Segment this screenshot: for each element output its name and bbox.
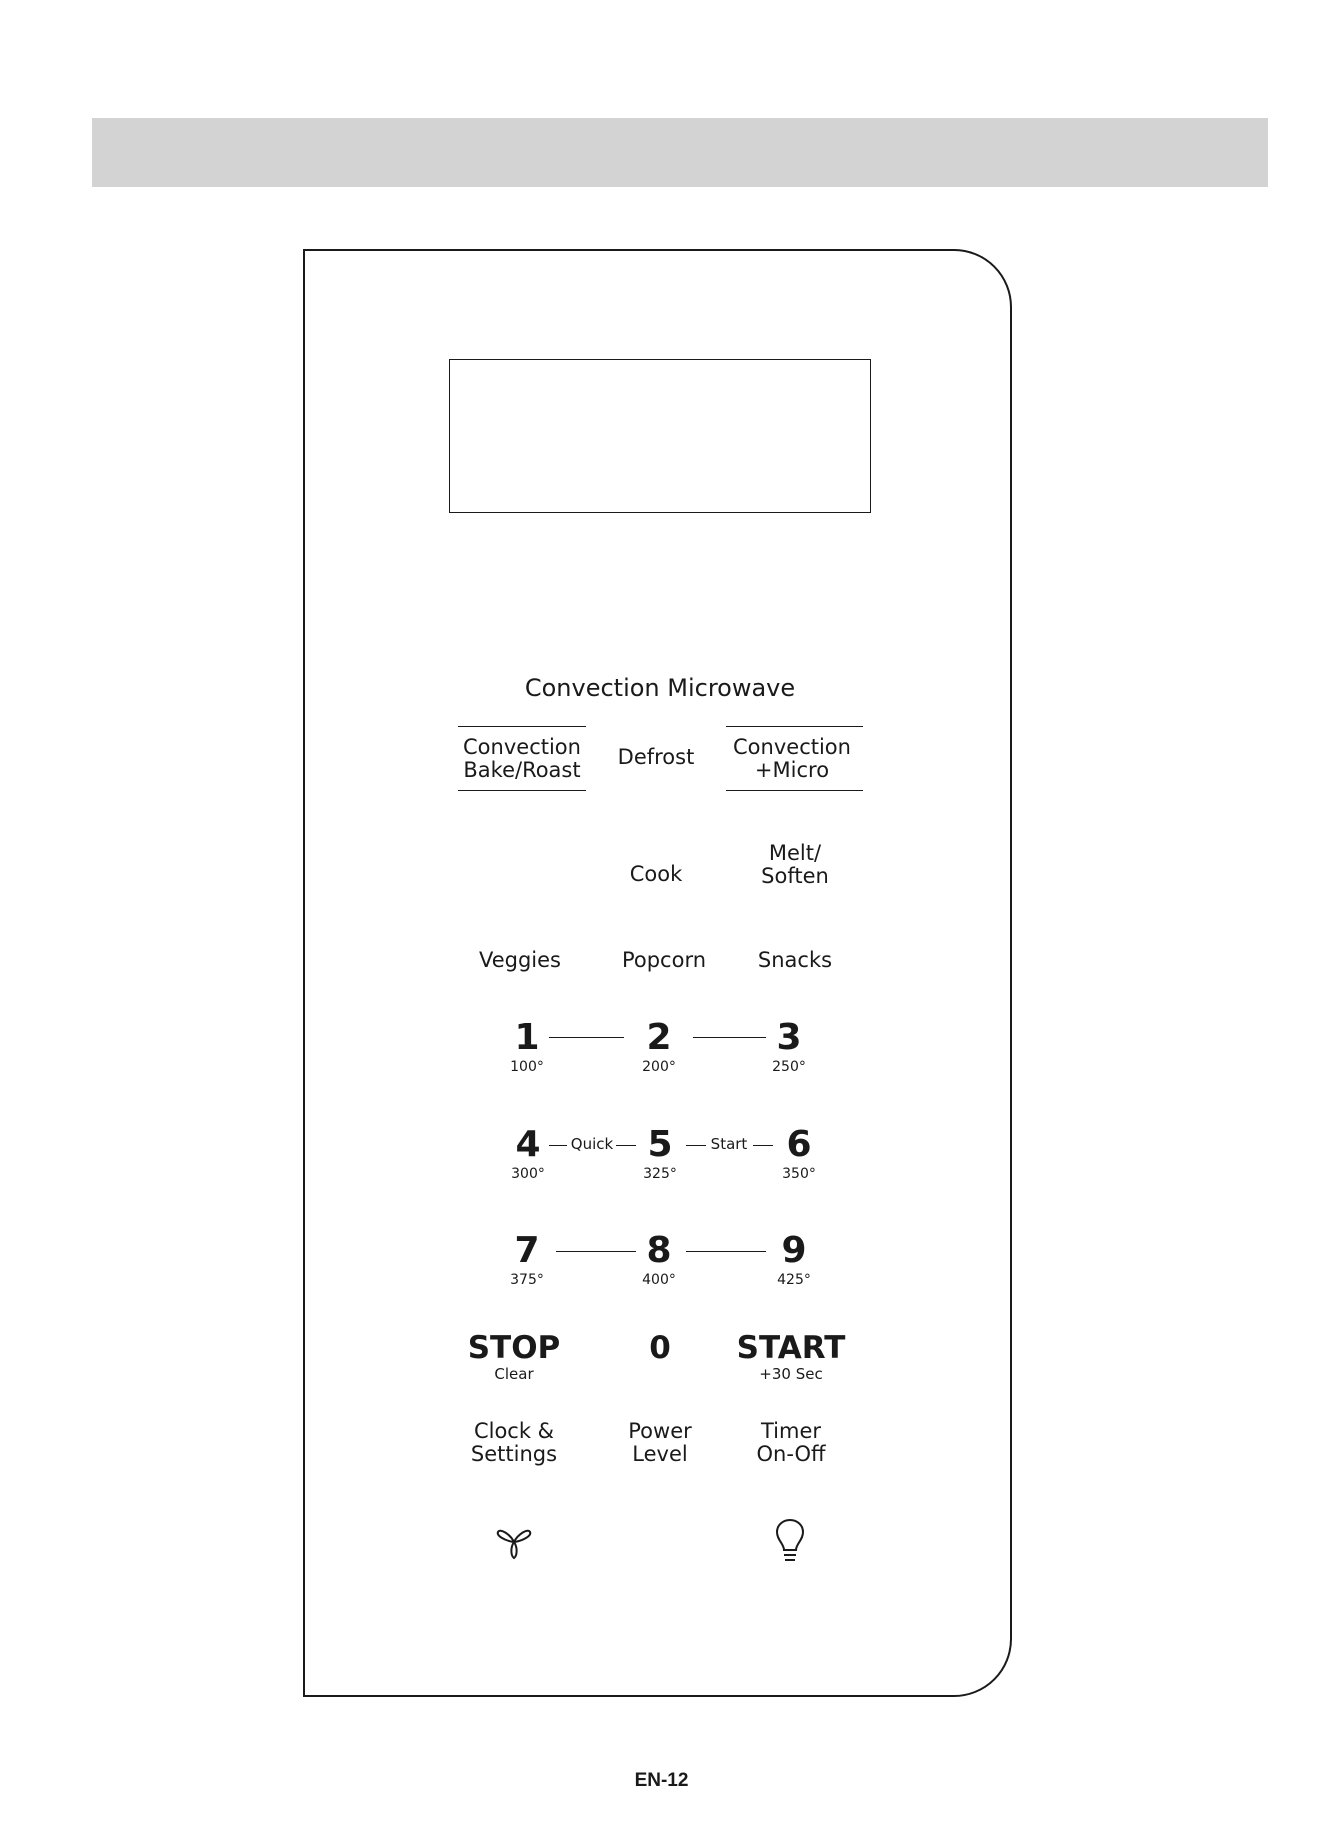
key-6[interactable] <box>782 1124 816 1182</box>
stop-label: STOP <box>467 1330 561 1366</box>
stop-clear-button[interactable] <box>467 1330 561 1383</box>
key-digit: 1 <box>514 1017 540 1058</box>
key-3[interactable] <box>772 1017 806 1075</box>
key-digit: 5 <box>647 1124 673 1165</box>
connector-line <box>753 1145 773 1146</box>
key-digit: 2 <box>646 1017 672 1058</box>
key-4[interactable] <box>511 1124 545 1182</box>
clock-settings-button[interactable]: Clock & Settings <box>470 1419 558 1467</box>
timer-on-off-button[interactable]: Timer On-Off <box>756 1419 826 1467</box>
veggies-button[interactable]: Veggies <box>478 948 562 972</box>
display-window <box>449 359 871 513</box>
section-header-bar <box>92 118 1268 187</box>
key-5[interactable] <box>643 1124 677 1182</box>
key-2[interactable] <box>642 1017 676 1075</box>
fan-icon[interactable] <box>494 1520 534 1562</box>
key-7[interactable] <box>510 1230 544 1288</box>
connector-line <box>556 1251 636 1252</box>
key-temp: 400° <box>642 1272 676 1288</box>
page-number: EN-12 <box>634 1770 689 1791</box>
key-digit: 3 <box>776 1017 802 1058</box>
defrost-button[interactable]: Defrost <box>617 745 695 769</box>
key-temp: 350° <box>782 1166 816 1182</box>
key-temp: 325° <box>643 1166 677 1182</box>
key-1[interactable] <box>510 1017 544 1075</box>
panel-title: Convection Microwave <box>524 674 796 702</box>
snacks-button[interactable]: Snacks <box>757 948 833 972</box>
power-level-button[interactable]: Power Level <box>628 1419 692 1467</box>
connector-line <box>686 1145 706 1146</box>
start-main-label: START <box>736 1330 846 1366</box>
key-digit: 4 <box>515 1124 541 1165</box>
key-9[interactable] <box>777 1230 811 1288</box>
cook-button[interactable]: Cook <box>629 862 683 886</box>
key-digit: 9 <box>781 1230 807 1271</box>
light-bulb-icon[interactable] <box>773 1518 807 1564</box>
convection-bake-roast-button[interactable]: Convection Bake/Roast <box>463 735 581 783</box>
divider-line <box>726 726 863 727</box>
key-digit: 6 <box>786 1124 812 1165</box>
key-temp: 425° <box>777 1272 811 1288</box>
connector-line <box>693 1037 766 1038</box>
key-0[interactable] <box>649 1330 671 1366</box>
key-temp: 375° <box>510 1272 544 1288</box>
connector-line <box>616 1145 636 1146</box>
key-temp: 100° <box>510 1059 544 1075</box>
key-8[interactable] <box>642 1230 676 1288</box>
quick-label: Quick <box>570 1135 614 1153</box>
start-button[interactable] <box>736 1330 846 1383</box>
connector-line <box>549 1145 567 1146</box>
popcorn-button[interactable]: Popcorn <box>621 948 707 972</box>
key-digit: 7 <box>514 1230 540 1271</box>
start-label: Start <box>710 1135 748 1153</box>
divider-line <box>458 790 586 791</box>
connector-line <box>686 1251 766 1252</box>
key-digit: 8 <box>646 1230 672 1271</box>
divider-line <box>458 726 586 727</box>
key-temp: 200° <box>642 1059 676 1075</box>
melt-soften-button[interactable]: Melt/ Soften <box>761 841 829 889</box>
key-temp: 250° <box>772 1059 806 1075</box>
clear-label: Clear <box>494 1365 534 1383</box>
convection-micro-button[interactable]: Convection +Micro <box>733 735 851 783</box>
plus-30-sec-label: +30 Sec <box>759 1365 823 1383</box>
key-temp: 300° <box>511 1166 545 1182</box>
key-digit: 0 <box>649 1330 671 1366</box>
connector-line <box>549 1037 624 1038</box>
divider-line <box>726 790 863 791</box>
